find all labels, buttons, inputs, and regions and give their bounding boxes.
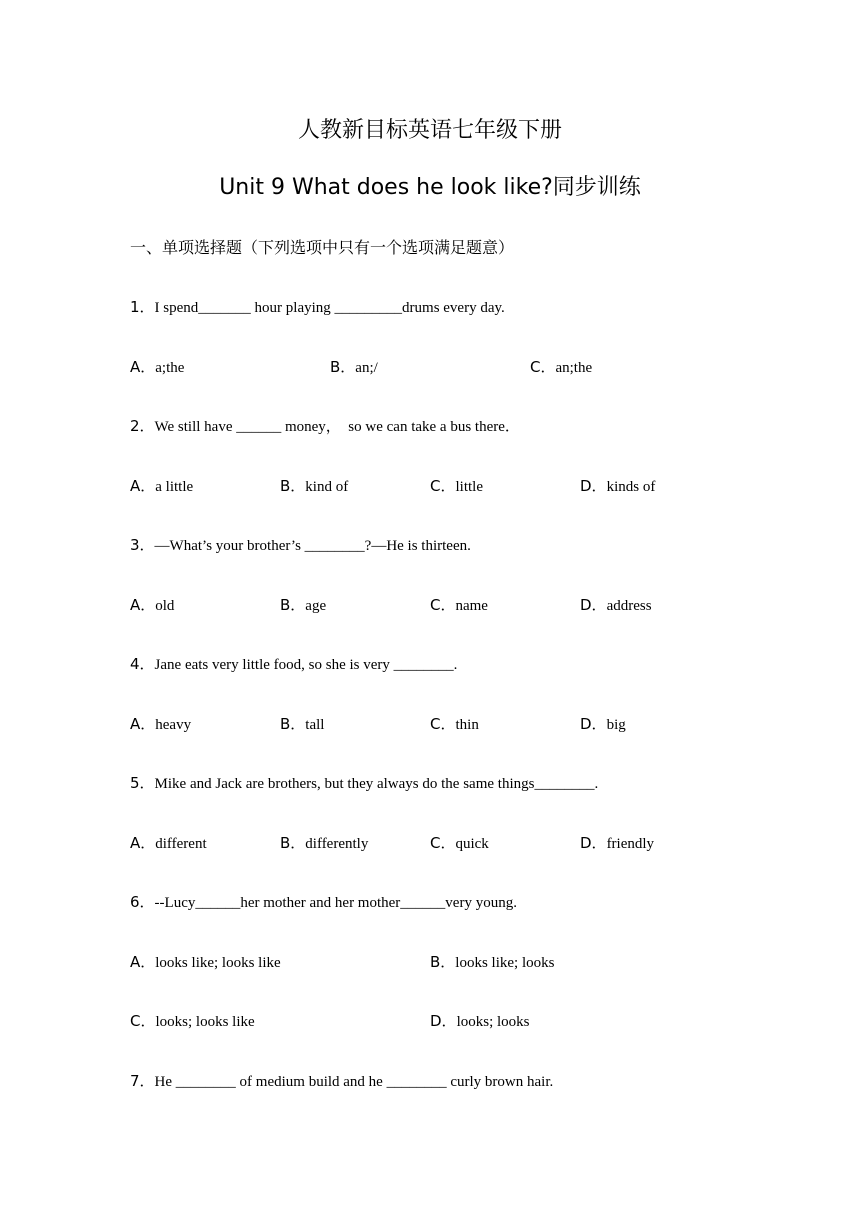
- answer-option[interactable]: [130, 356, 184, 377]
- option-text: looks; looks like: [155, 1014, 255, 1030]
- answer-option[interactable]: [330, 356, 378, 377]
- answer-option[interactable]: [430, 713, 479, 734]
- option-text: heavy: [155, 717, 192, 733]
- option-letter: C．: [130, 1012, 156, 1030]
- answer-option[interactable]: [130, 713, 191, 734]
- option-letter: C．: [530, 358, 556, 376]
- option-letter: C．: [430, 715, 456, 733]
- answer-option[interactable]: [280, 475, 348, 496]
- section-heading: 一、单项选择题（下列选项中只有一个选项满足题意）: [130, 238, 515, 257]
- option-text: kinds of: [606, 479, 656, 495]
- option-letter: A．: [130, 596, 156, 614]
- question-text: [130, 1070, 553, 1091]
- option-text: an;the: [555, 360, 593, 376]
- answer-option[interactable]: [280, 832, 368, 853]
- option-text: age: [305, 598, 327, 614]
- answer-option[interactable]: [130, 832, 207, 853]
- option-text: different: [155, 836, 207, 852]
- option-letter: B．: [430, 953, 456, 971]
- question-body: Jane eats very little food, so she is very ________.: [154, 657, 458, 673]
- question-number: 4．: [130, 655, 155, 673]
- option-text: looks like; looks like: [155, 955, 281, 971]
- option-text: looks like; looks: [455, 955, 555, 971]
- option-letter: A．: [130, 834, 156, 852]
- option-letter: B．: [280, 715, 306, 733]
- question-body: --Lucy______her mother and her mother______very young.: [154, 895, 517, 911]
- option-letter: A．: [130, 477, 156, 495]
- option-letter: D．: [580, 596, 607, 614]
- question-number: 5．: [130, 774, 155, 792]
- option-letter: C．: [430, 477, 456, 495]
- answer-option[interactable]: [280, 713, 324, 734]
- option-letter: B．: [280, 477, 306, 495]
- question-number: 3．: [130, 536, 155, 554]
- option-letter: A．: [130, 953, 156, 971]
- question-body: —What’s your brother’s ________?—He is thirteen.: [154, 538, 471, 554]
- option-text: a little: [155, 479, 194, 495]
- option-text: kind of: [305, 479, 349, 495]
- option-text: an;/: [355, 360, 378, 376]
- option-text: looks; looks: [456, 1014, 530, 1030]
- option-text: address: [606, 598, 652, 614]
- answer-option[interactable]: [130, 594, 174, 615]
- option-letter: D．: [580, 834, 607, 852]
- option-text: name: [455, 598, 488, 614]
- option-text: differently: [305, 836, 369, 852]
- answer-option[interactable]: [430, 1010, 530, 1031]
- option-letter: B．: [280, 596, 306, 614]
- option-letter: D．: [580, 477, 607, 495]
- document-title: 人教新目标英语七年级下册: [297, 118, 562, 143]
- option-text: friendly: [606, 836, 655, 852]
- answer-option[interactable]: [430, 832, 489, 853]
- option-letter: A．: [130, 358, 156, 376]
- answer-option[interactable]: [580, 713, 626, 734]
- question-text: [130, 891, 517, 912]
- question-body: We still have ______ money， so we can take a bus there．: [154, 419, 520, 435]
- question-number: 7．: [130, 1072, 155, 1090]
- question-text: [130, 415, 520, 436]
- question-text: [130, 772, 598, 793]
- option-letter: C．: [430, 834, 456, 852]
- document-subtitle: Unit 9 What does he look like?同步训练: [219, 175, 641, 200]
- answer-option[interactable]: [430, 951, 554, 972]
- option-text: thin: [455, 717, 479, 733]
- option-letter: B．: [330, 358, 356, 376]
- question-text: [130, 296, 505, 317]
- option-text: little: [455, 479, 483, 495]
- option-letter: A．: [130, 715, 156, 733]
- answer-option[interactable]: [280, 594, 326, 615]
- option-text: old: [155, 598, 175, 614]
- option-text: big: [606, 717, 626, 733]
- option-letter: D．: [430, 1012, 457, 1030]
- answer-option[interactable]: [530, 356, 592, 377]
- option-text: a;the: [155, 360, 185, 376]
- answer-option[interactable]: [580, 475, 655, 496]
- question-text: [130, 653, 457, 674]
- answer-option[interactable]: [130, 475, 193, 496]
- question-body: He ________ of medium build and he ________ curly brown hair.: [154, 1074, 554, 1090]
- option-text: quick: [455, 836, 489, 852]
- question-body: I spend_______ hour playing _________drums every day.: [154, 300, 505, 316]
- answer-option[interactable]: [430, 594, 488, 615]
- question-number: 2．: [130, 417, 155, 435]
- question-number: 6．: [130, 893, 155, 911]
- answer-option[interactable]: [580, 832, 654, 853]
- answer-option[interactable]: [580, 594, 652, 615]
- answer-option[interactable]: [430, 475, 483, 496]
- answer-option[interactable]: [130, 951, 281, 972]
- question-number: 1．: [130, 298, 155, 316]
- option-letter: B．: [280, 834, 306, 852]
- answer-option[interactable]: [130, 1010, 255, 1031]
- option-letter: D．: [580, 715, 607, 733]
- question-text: [130, 534, 471, 555]
- question-body: Mike and Jack are brothers, but they always do the same things________.: [154, 776, 599, 792]
- option-text: tall: [305, 717, 325, 733]
- option-letter: C．: [430, 596, 456, 614]
